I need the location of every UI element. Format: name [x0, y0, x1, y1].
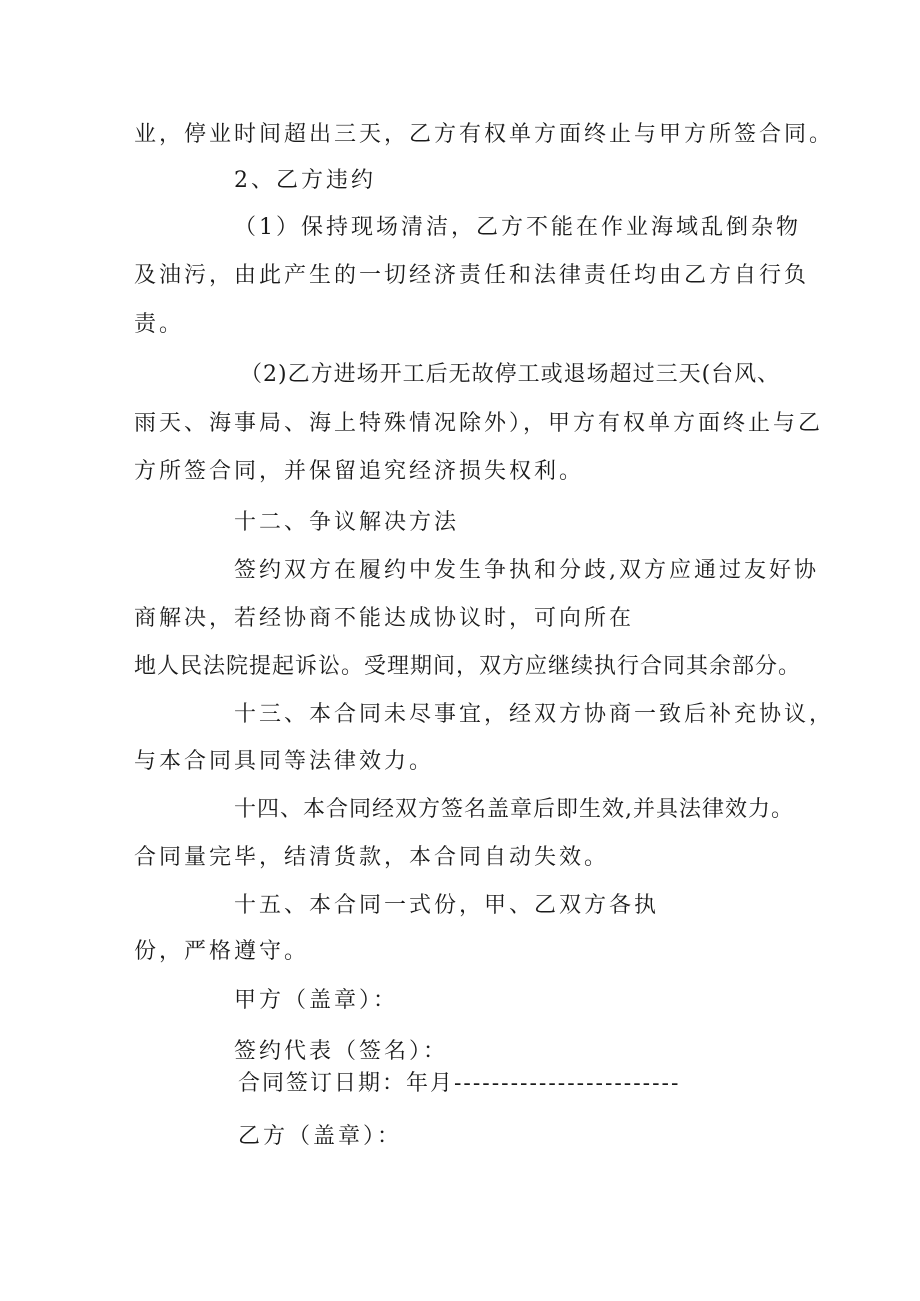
text-line: 地人民法院提起诉讼。受理期间，双方应继续执行合同其余部分。: [134, 654, 802, 679]
party-a-seal-label: 甲方（盖章）：: [234, 988, 399, 1013]
section-heading: 2、乙方违约: [234, 168, 376, 193]
text-line: 十五、本合同一式份，甲、乙双方各执: [234, 893, 660, 918]
text-line: 责。: [134, 312, 185, 337]
text-line: 十四、本合同经双方签名盖章后即生效,并具法律效力。: [234, 797, 794, 822]
text-line: 雨天、海事局、海上特殊情况除外），甲方有权单方面终止与乙: [134, 411, 824, 436]
text-line: 十三、本合同未尽事宜，经双方协商一致后补充协议，: [234, 702, 835, 727]
text-line: 份，严格遵守。: [134, 939, 310, 964]
representative-signature-label: 签约代表（签名）：: [234, 1039, 449, 1064]
text-line: （1）保持现场清洁，乙方不能在作业海域乱倒杂物: [234, 215, 801, 240]
signing-date-label: 合同签订日期：年月------------------------: [238, 1071, 681, 1096]
text-line: 及油污，由此产生的一切经济责任和法律责任均由乙方自行负: [134, 263, 810, 288]
text-line: （2)乙方进场开工后无故停工或退场超过三天(台风、: [240, 362, 781, 387]
text-line: 合同量完毕，结清货款，本合同自动失效。: [134, 845, 610, 870]
section-heading: 十二、争议解决方法: [234, 510, 460, 535]
text-line: 签约双方在履约中发生争执和分歧,双方应通过友好协: [234, 558, 819, 583]
party-b-seal-label: 乙方（盖章）：: [238, 1124, 403, 1149]
text-line: 方所签合同，并保留追究经济损失权利。: [134, 459, 585, 484]
text-line: 业，停业时间超出三天，乙方有权单方面终止与甲方所签合同。: [134, 122, 835, 147]
text-line: 商解决，若经协商不能达成协议时，可向所在: [134, 606, 635, 631]
text-line: 与本合同具同等法律效力。: [134, 749, 435, 774]
